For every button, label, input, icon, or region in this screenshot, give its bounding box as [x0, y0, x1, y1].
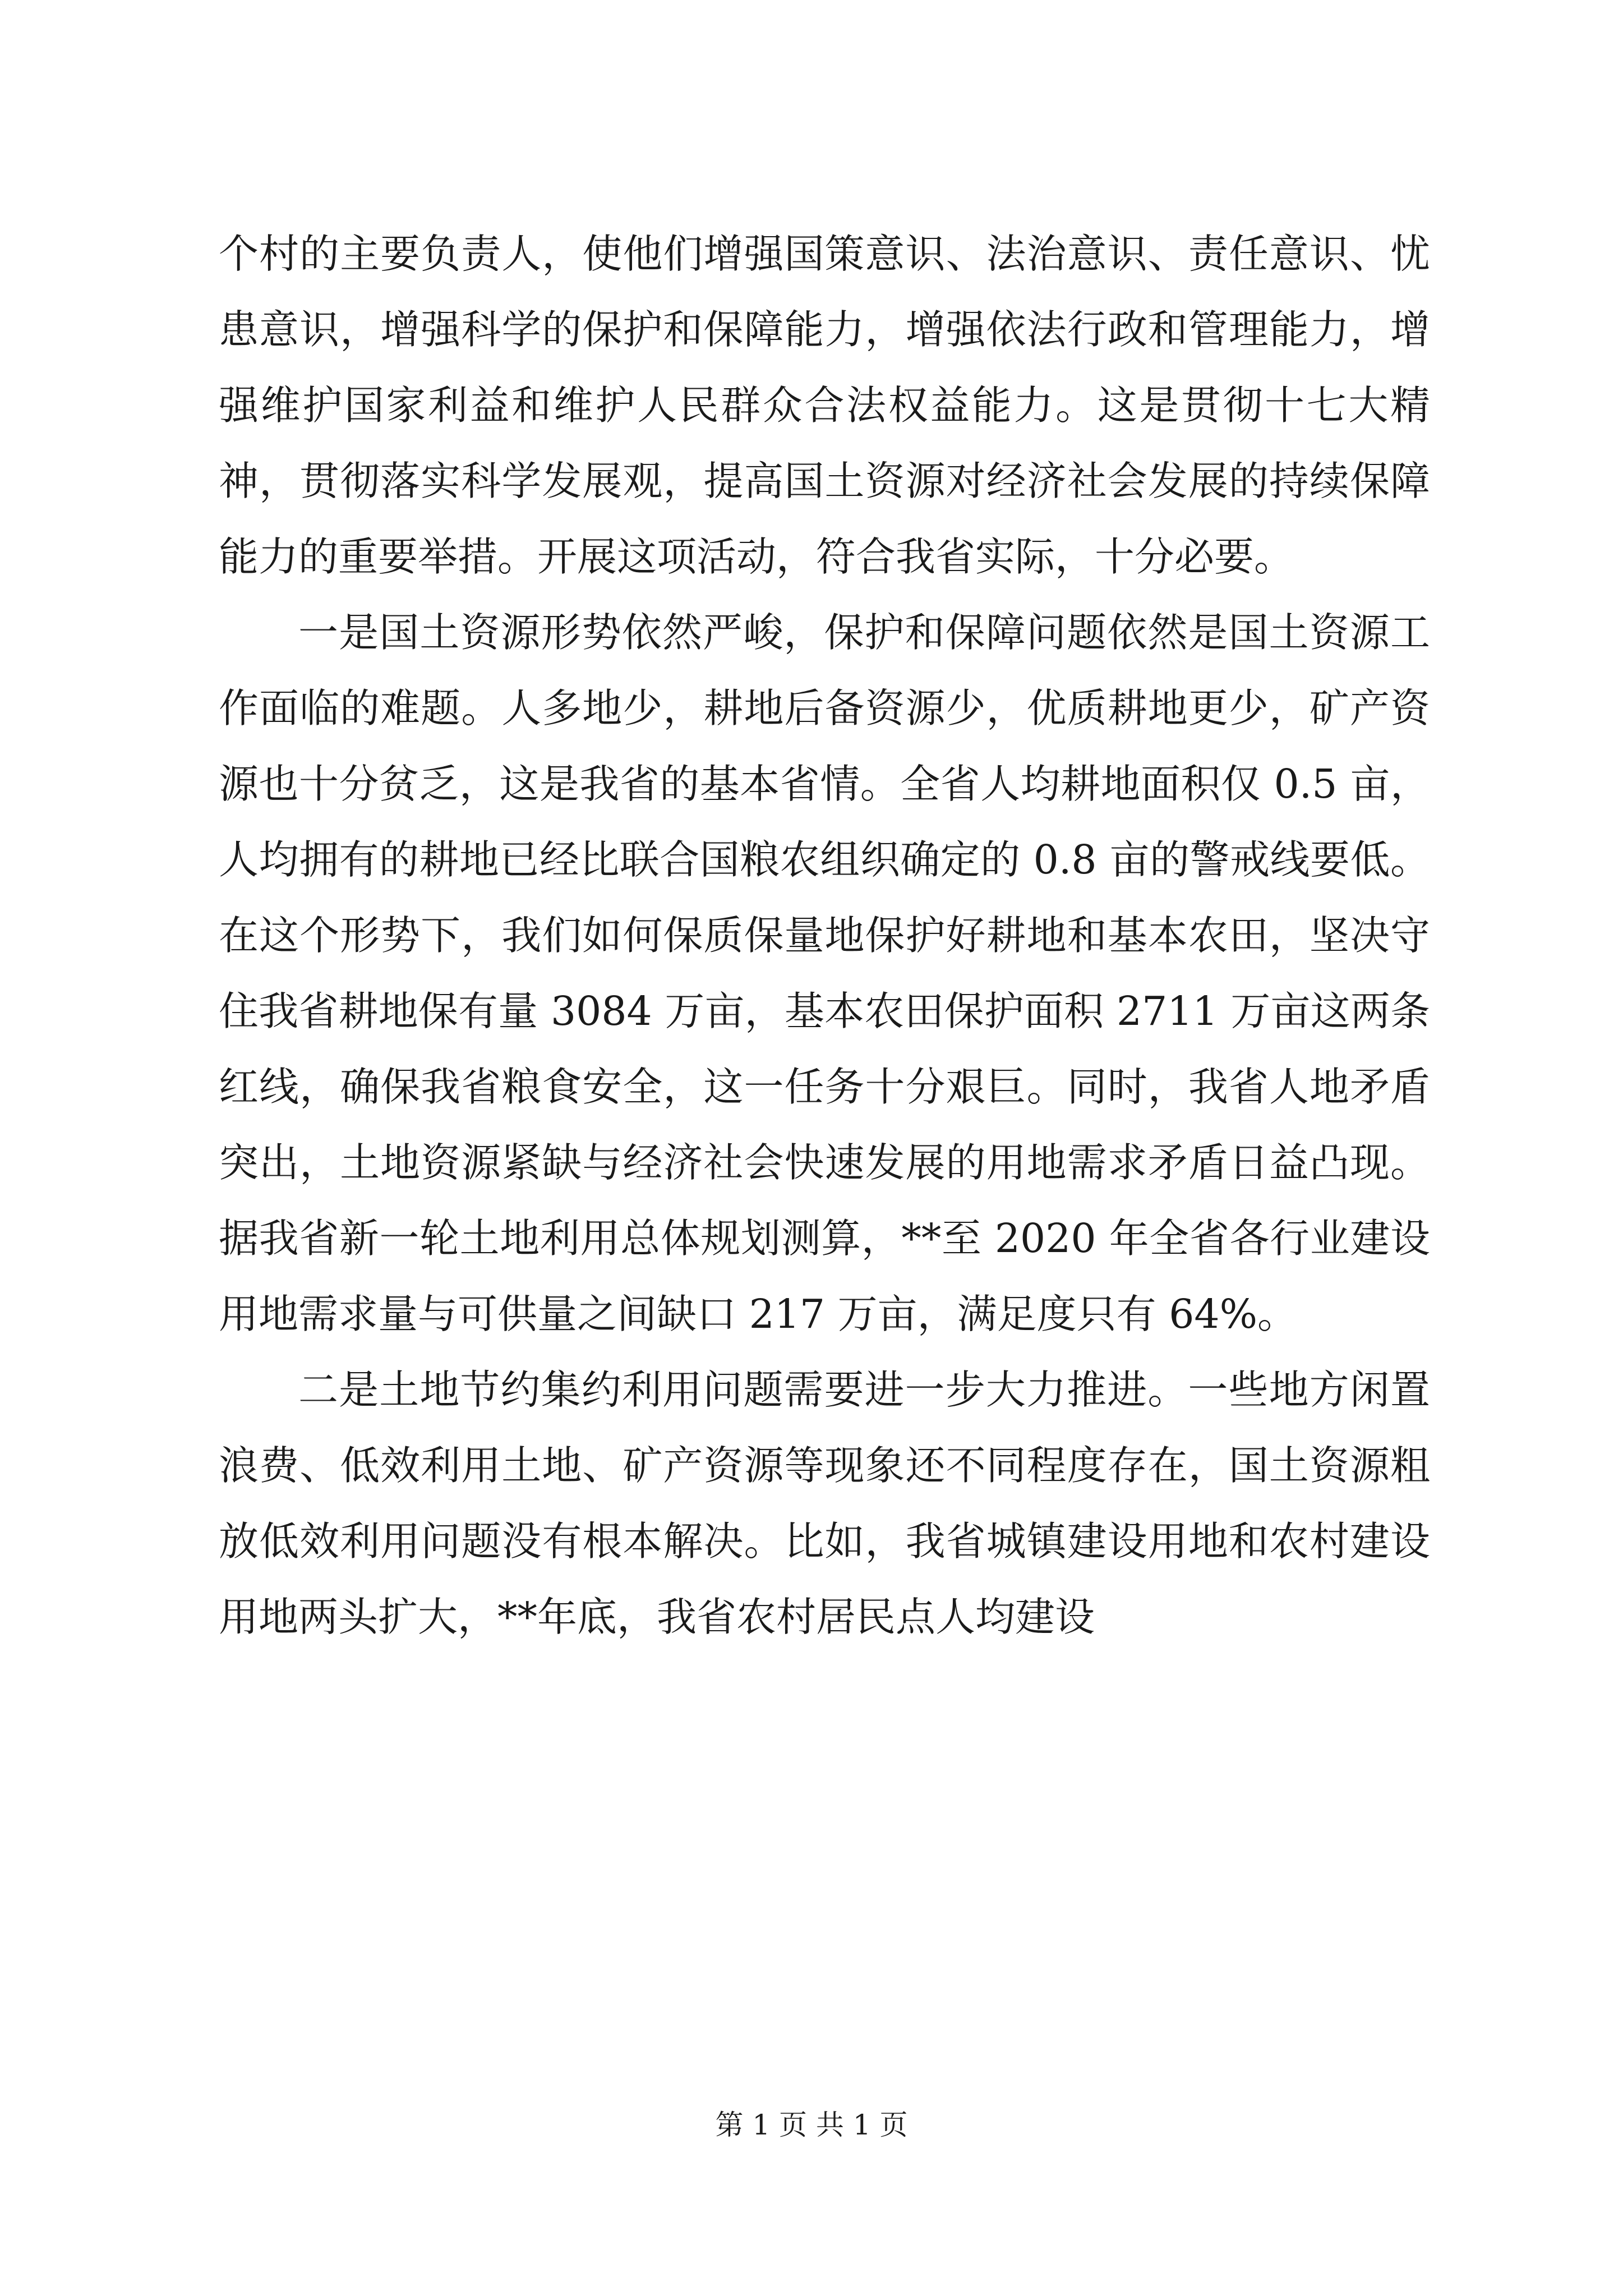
page-footer: 第 1 页 共 1 页	[715, 2109, 908, 2141]
paragraph-2: 一是国土资源形势依然严峻，保护和保障问题依然是国土资源工作面临的难题。人多地少，耕地后备资源少，优质耕地更少，矿产资源也十分贫乏，这是我省的基本省情。全省人均耕地面积仅 0.5 亩，人均拥有的耕地已经比联合国粮农组织确定的 0.8 亩的警戒线要低。在这个形势下，我们如何保质保量地保护好耕地和基本农田，坚决守住我省耕地保有量 3084 万亩，基本农田保护面积 2711 万亩这两条红线，确保我省粮食安全，这一任务十分艰巨。同时，我省人地矛盾突出，土地资源紧缺与经济社会快速发展的用地需求矛盾日益凸现。据我省新一轮土地利用总体规划测算，**至 2020 年全省各行业建设用地需求量与可供量之间缺口 217 万亩，满足度只有 64%。	[219, 609, 1430, 1337]
paragraph-1: 个村的主要负责人，使他们增强国策意识、法治意识、责任意识、忧患意识，增强科学的保护和保障能力，增强依法行政和管理能力，增强维护国家利益和维护人民群众合法权益能力。这是贯彻十七大精神，贯彻落实科学发展观，提高国土资源对经济社会发展的持续保障能力的重要举措。开展这项活动，符合我省实际，十分必要。	[219, 231, 1430, 580]
paragraph-3: 二是土地节约集约利用问题需要进一步大力推进。一些地方闲置浪费、低效利用土地、矿产资源等现象还不同程度存在，国土资源粗放低效利用问题没有根本解决。比如，我省城镇建设用地和农村建设用地两头扩大，**年底，我省农村居民点人均建设	[219, 1366, 1430, 1640]
document-body	[219, 216, 1430, 1655]
